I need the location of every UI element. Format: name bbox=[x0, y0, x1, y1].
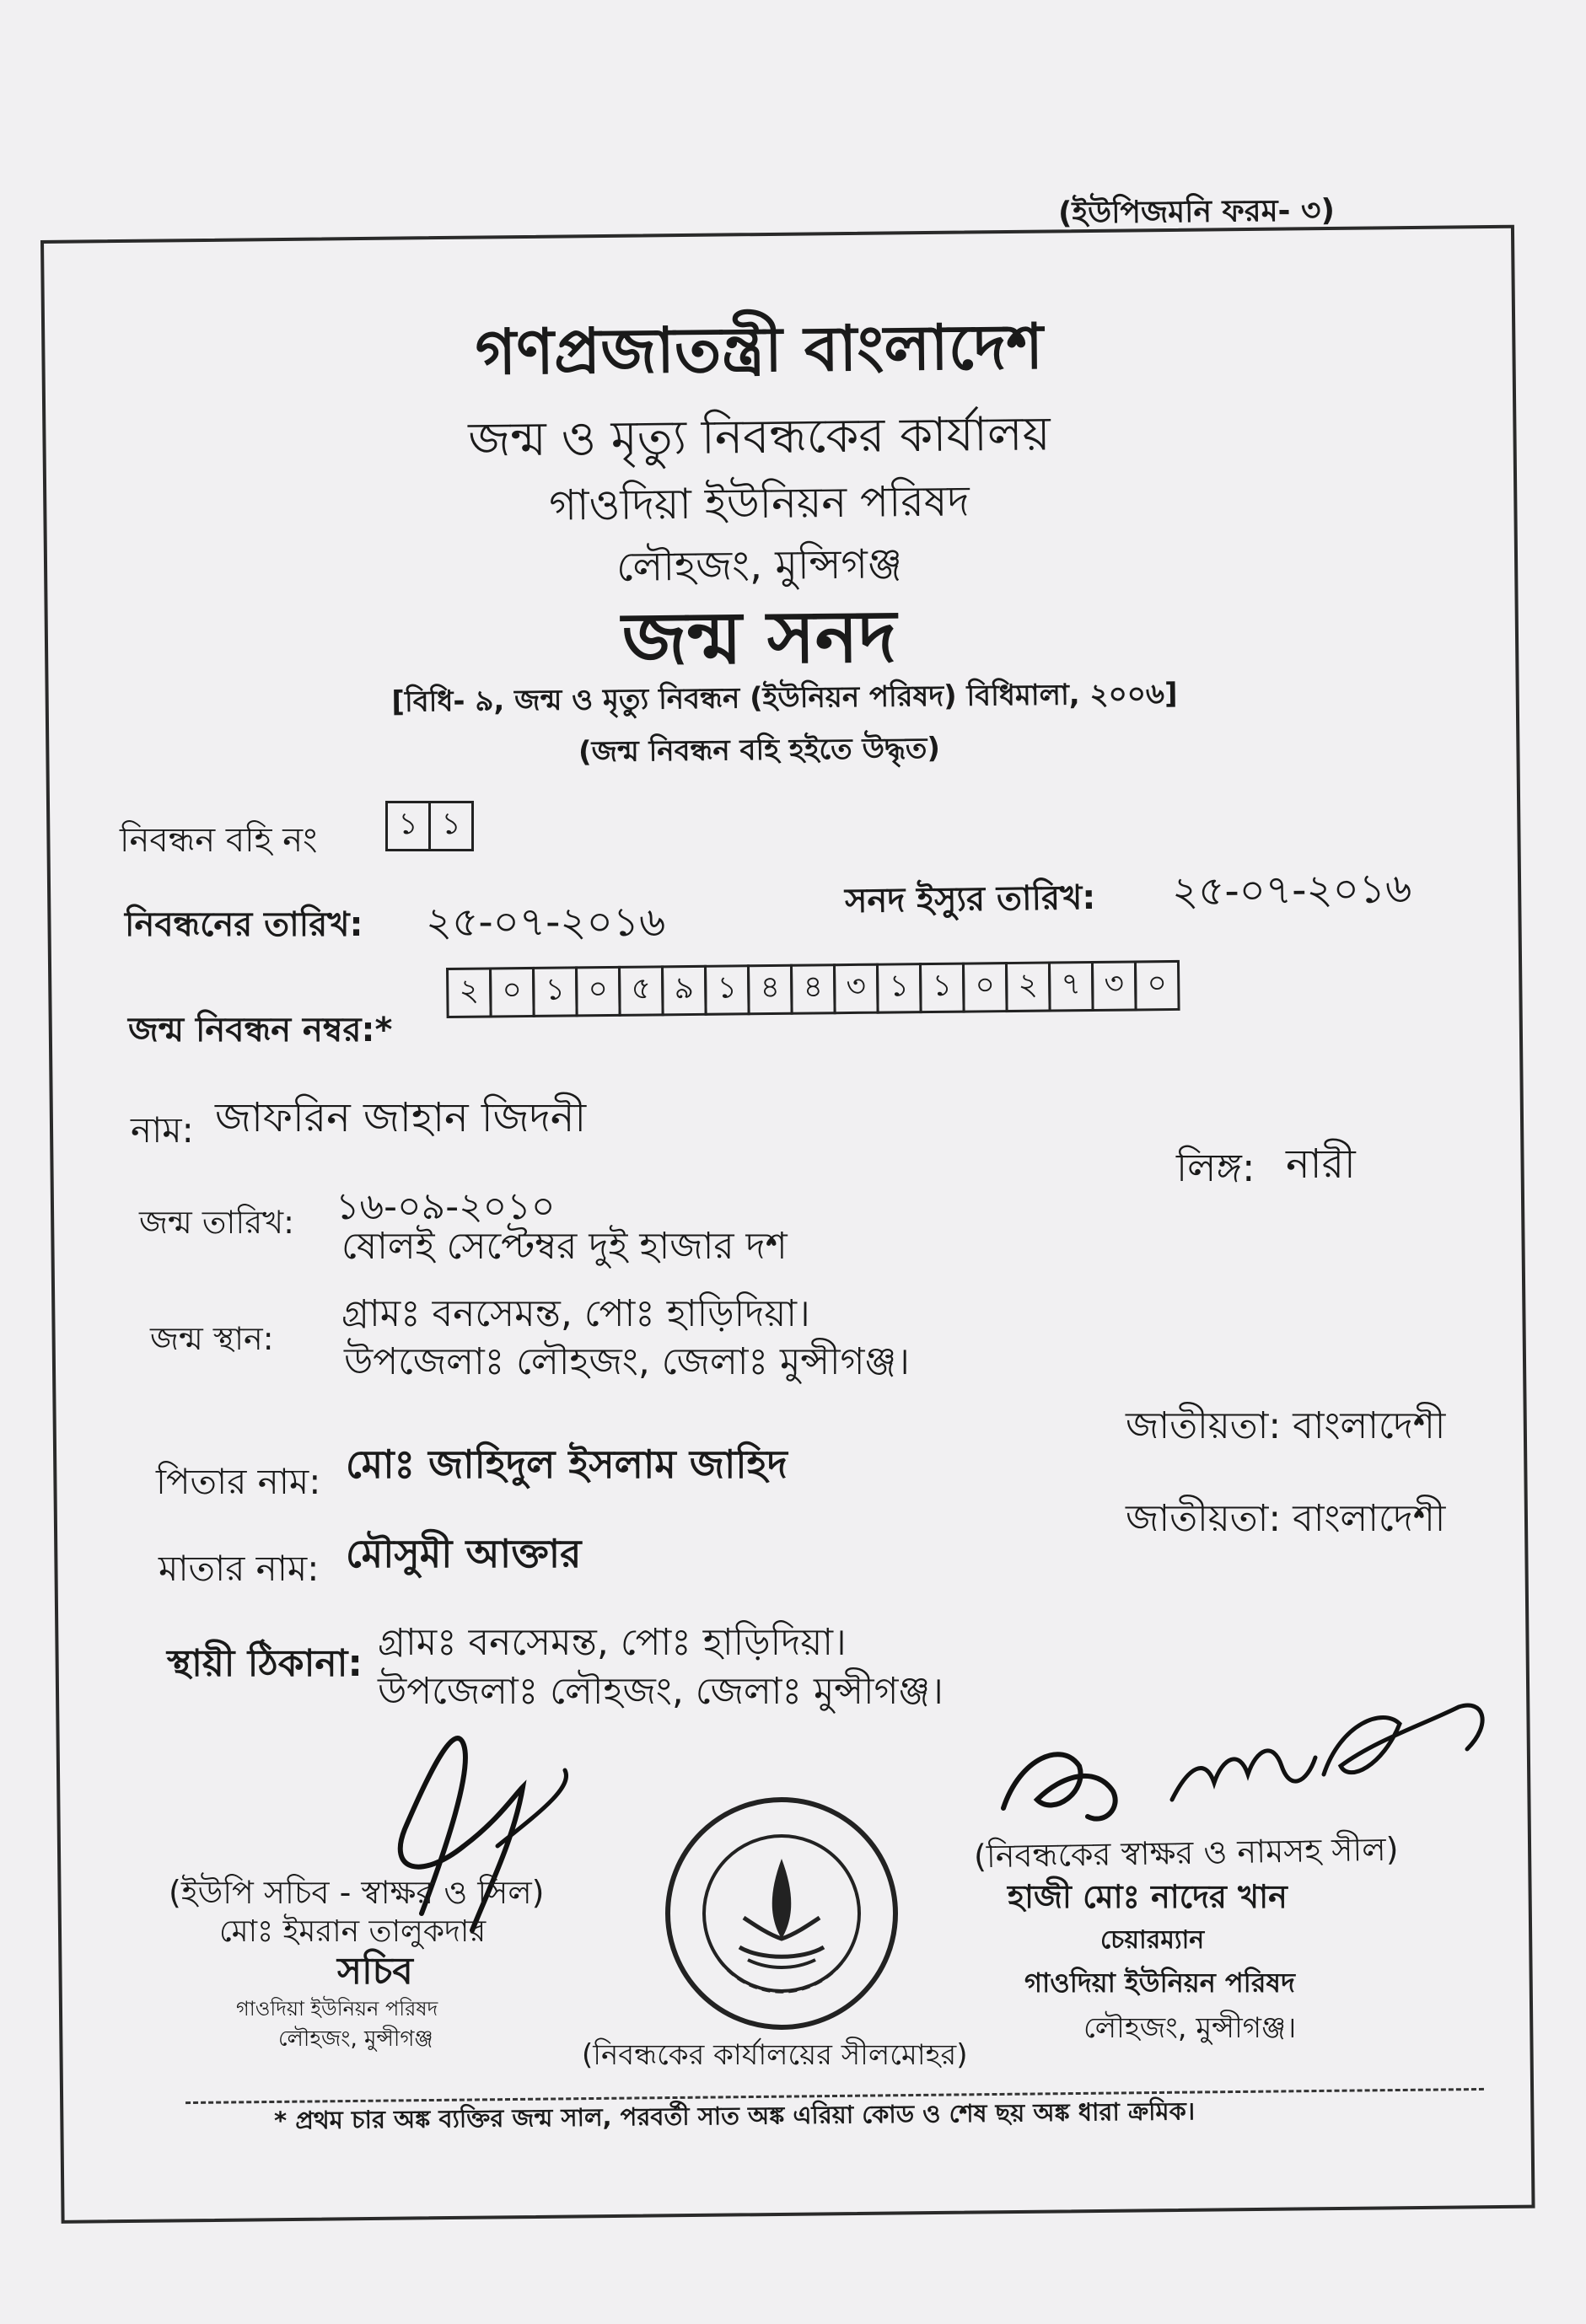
address-label: স্থায়ী ঠিকানা: bbox=[167, 1642, 363, 1685]
secretary-caption: (ইউপি সচিব - স্বাক্ষর ও সিল) bbox=[169, 1874, 545, 1911]
name-value: জাফরিন জাহান জিদনী bbox=[215, 1094, 587, 1141]
birth-reg-no-digit: ১ bbox=[532, 966, 578, 1017]
birth-reg-no-digit: ৫ bbox=[618, 965, 664, 1017]
registrar-name: হাজী মোঃ নাদের খান bbox=[1008, 1878, 1288, 1915]
address-line2: উপজেলাঃ লৌহজং, জেলাঃ মুন্সীগঞ্জ। bbox=[378, 1670, 944, 1713]
father-label: পিতার নাম: bbox=[156, 1461, 321, 1502]
birth-reg-no-digit: ৯ bbox=[661, 965, 707, 1017]
issue-date-value: ২৫-০৭-২০১৬ bbox=[1171, 865, 1412, 915]
registrar-signature bbox=[987, 1673, 1509, 1859]
register-book-label: নিবন্ধন বহি নং bbox=[120, 821, 318, 860]
secretary-designation: সচিব bbox=[337, 1950, 413, 1993]
rule-reference: [বিধি- ৯, জন্ম ও মৃত্যু নিবন্ধন (ইউনিয়ন পরিষদ) বিধিমালা, ২০০৬] bbox=[391, 677, 1178, 719]
birth-reg-no-boxes bbox=[449, 960, 1180, 1018]
registrar-caption: (নিবন্ধকের স্বাক্ষর ও নামসহ সীল) bbox=[973, 1830, 1399, 1876]
mother-value: মৌসুমী আক্তার bbox=[346, 1531, 582, 1576]
birth-reg-no-digit: ৩ bbox=[1091, 960, 1137, 1012]
mother-nationality: জাতীয়তা: বাংলাদেশী bbox=[1126, 1497, 1446, 1540]
birth-reg-no-digit: ২ bbox=[1005, 962, 1051, 1013]
footnote: * প্রথম চার অঙ্ক ব্যক্তির জন্ম সাল, পরবর্তী সাত অঙ্ক এরিয়া কোড ও শেষ ছয় অঙ্ক ধারা ক্রমিক। bbox=[273, 2096, 1196, 2135]
office-heading: জন্ম ও মৃত্যু নিবন্ধকের কার্যালয় bbox=[468, 406, 1051, 468]
birth-reg-no-digit: ০ bbox=[962, 962, 1008, 1013]
register-book-digit: ১ bbox=[385, 801, 431, 851]
registrar-designation: চেয়ারম্যান bbox=[1100, 1925, 1205, 1955]
dob-words: ষোলই সেপ্টেম্বর দুই হাজার দশ bbox=[341, 1225, 788, 1268]
birth-reg-no-digit: ০ bbox=[1134, 960, 1180, 1012]
birth-reg-no-digit: ১ bbox=[704, 964, 750, 1016]
registration-date-value: ২৫-০৭-২০১৬ bbox=[426, 899, 666, 946]
birth-reg-no-label: জন্ম নিবন্ধন নম্বর:* bbox=[128, 1011, 393, 1049]
form-code: (ইউপিজমনি ফরম- ৩) bbox=[1057, 193, 1336, 231]
name-label: নাম: bbox=[131, 1109, 194, 1151]
birth-reg-no-digit: ৩ bbox=[833, 963, 879, 1015]
secretary-union: গাওদিয়া ইউনিয়ন পরিষদ bbox=[236, 1997, 438, 2021]
source-note: (জন্ম নিবন্ধন বহি হইতে উদ্ধৃত) bbox=[578, 731, 941, 770]
registrar-union: গাওদিয়া ইউনিয়ন পরিষদ bbox=[1024, 1967, 1295, 1999]
birth-reg-no-digit: ৪ bbox=[790, 963, 836, 1015]
birth-reg-no-digit: ১ bbox=[876, 963, 922, 1014]
certificate-title: জন্ম সনদ bbox=[621, 594, 897, 682]
office-seal bbox=[659, 1791, 904, 2036]
birth-reg-no-digit: ২ bbox=[446, 967, 492, 1018]
mother-label: মাতার নাম: bbox=[159, 1548, 320, 1589]
registrar-location: লৌহজং, মুন্সীগঞ্জ। bbox=[1083, 2011, 1297, 2045]
birth-reg-no-digit: ০ bbox=[575, 966, 621, 1017]
father-value: মোঃ জাহিদুল ইসলাম জাহিদ bbox=[346, 1441, 788, 1487]
birth-reg-no-digit: ৭ bbox=[1048, 961, 1094, 1012]
address-line1: গ্রামঃ বনসেমন্ত, পোঃ হাড়িদিয়া। bbox=[378, 1621, 847, 1664]
father-nationality: জাতীয়তা: বাংলাদেশী bbox=[1126, 1404, 1446, 1447]
location-heading: লৌহজং, মুন্সিগঞ্জ bbox=[616, 540, 903, 591]
registration-date-label: নিবন্ধনের তারিখ: bbox=[125, 905, 363, 944]
birth-reg-no-digit: ৪ bbox=[747, 964, 793, 1016]
register-book-boxes bbox=[388, 801, 474, 851]
birth-place-line1: গ্রামঃ বনসেমন্ত, পোঃ হাড়িদিয়া। bbox=[341, 1292, 810, 1335]
register-book-digit: ১ bbox=[428, 801, 474, 851]
issue-date-label: সনদ ইস্যুর তারিখ: bbox=[844, 878, 1096, 921]
gender-label: লিঙ্গ: bbox=[1176, 1145, 1255, 1190]
secretary-location: লৌহজং, মুন্সীগঞ্জ bbox=[278, 2026, 433, 2052]
birth-reg-no-digit: ১ bbox=[919, 963, 965, 1014]
union-heading: গাওদিয়া ইউনিয়ন পরিষদ bbox=[549, 476, 970, 530]
dob-value: ১৬-০৯-২০১০ bbox=[336, 1185, 556, 1228]
birth-place-line2: উপজেলাঃ লৌহজং, জেলাঃ মুন্সীগঞ্জ। bbox=[344, 1340, 910, 1383]
dob-label: জন্ম তারিখ: bbox=[139, 1204, 294, 1241]
birth-reg-no-digit: ০ bbox=[489, 967, 535, 1018]
country-heading: গণপ্রজাতন্ত্রী বাংলাদেশ bbox=[475, 310, 1044, 389]
seal-caption: (নিবন্ধকের কার্যালয়ের সীলমোহর) bbox=[582, 2038, 968, 2072]
birth-place-label: জন্ম স্থান: bbox=[150, 1320, 274, 1357]
secretary-name: মোঃ ইমরান তালুকদার bbox=[219, 1914, 487, 1949]
gender-value: নারী bbox=[1286, 1141, 1356, 1188]
